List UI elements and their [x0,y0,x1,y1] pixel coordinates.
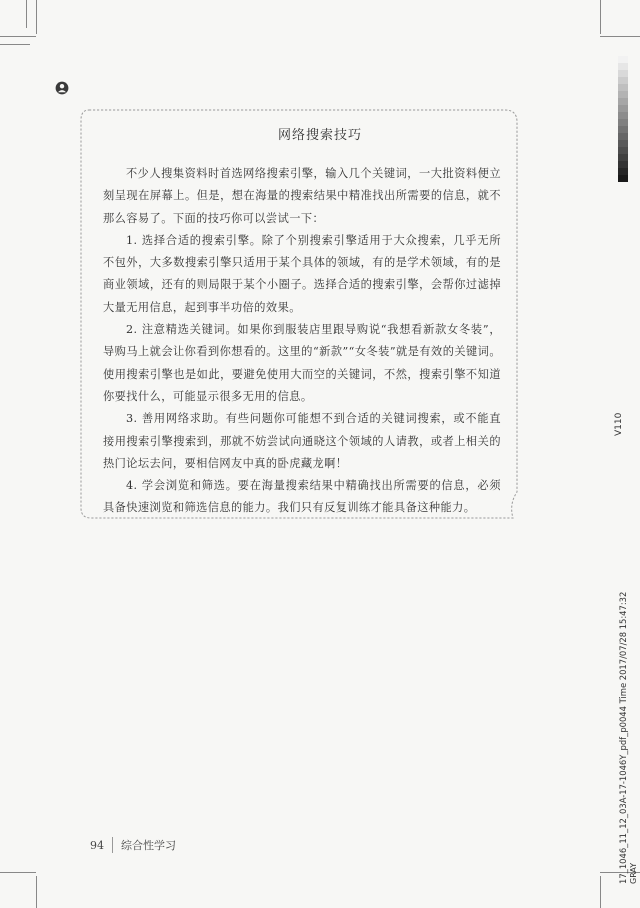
tip-paragraph-1: 1. 选择合适的搜索引擎。除了个别搜索引擎适用于大众搜索，几乎无所不包外，大多数搜索引擎只适用于某个具体的领域，有的是学术领域，有的是商业领域，还有的则局限于某个小圈子。选择合适的搜索引擎，会帮你过滤掉大量无用信息，起到事半功倍的效果。 [103,233,501,314]
page-number: 94 [90,838,104,852]
tip-paragraph-2: 2. 注意精选关键词。如果你到服装店里跟导购说“我想看新款女冬装”，导购马上就会让你看到你想看的。这里的“新款”“女冬装”就是有效的关键词。使用搜索引擎也是如此，要避免使用大而空的关键词，不然，搜索引擎不知道你要找什么，可能显示很多无用的信息。 [103,323,501,403]
crop-mark [0,44,30,45]
person-in-circle-icon [55,81,69,95]
box-title: 网络搜索技巧 [277,128,362,143]
crop-mark [26,0,27,28]
section-name: 综合性学习 [121,839,176,852]
crop-mark [36,0,37,34]
crop-mark [36,876,37,908]
crop-mark [0,36,36,37]
side-code-long: 17_1046_11_12_03A-17-1046Y_pdf_p0044 Time 2017/07/28 15:47:32 [618,591,628,884]
gray-scale-strip [618,56,628,182]
tip-paragraph-4: 4. 学会浏览和筛选。要在海量搜索结果中精确找出所需要的信息，必须具备快速浏览和筛选信息的能力。我们只有反复训练才能具备这种能力。 [103,479,501,515]
crop-mark [600,0,601,34]
box-body [103,163,501,520]
crop-mark [600,876,601,908]
side-gray-label: GRAY [629,862,638,884]
tip-paragraph-3: 3. 善用网络求助。有些问题你可能想不到合适的关键词搜索，或不能直接用搜索引擎搜索到，那就不妨尝试向通晓这个领域的人请教，或者上相关的热门论坛去问，要相信网友中真的卧虎藏龙啊！ [103,412,501,470]
footer-divider [112,837,113,853]
side-code-short: V110 [614,412,624,436]
crop-mark [0,872,36,873]
page-footer [90,837,176,853]
crop-mark [600,36,640,37]
intro-paragraph: 不少人搜集资料时首选网络搜索引擎，输入几个关键词，一大批资料便立刻呈现在屏幕上。但是，想在海量的搜索结果中精准找出所需要的信息，就不那么容易了。下面的技巧你可以尝试一下： [103,167,501,225]
